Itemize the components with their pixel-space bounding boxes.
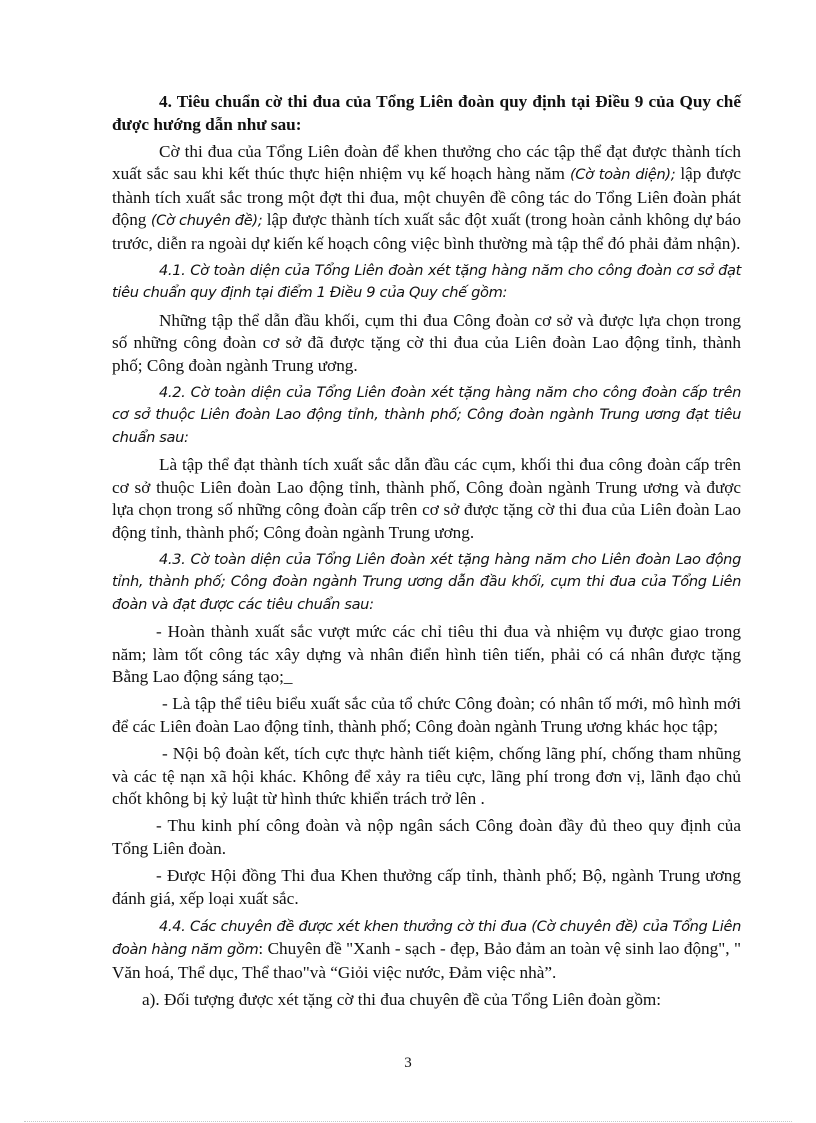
section-4-2-title: 4.2. Cờ toàn diện của Tổng Liên đoàn xét tặng hàng năm cho công đoàn cấp trên cơ sở thuộc Liên đoàn Lao động tỉnh, thành phố; Công đoàn ngành Trung ương đạt tiêu chuẩn sau: xyxy=(112,384,741,446)
intro-italic-co-toan-dien: (Cờ toàn diện); xyxy=(569,166,676,184)
page-number: 3 xyxy=(404,1055,412,1071)
intro-text-3: lập được thành tích xuất sắc đột xuất (trong hoàn cảnh không dự báo trước, diễn ra ngoài dự kiến kế hoạch công việc bình thường mà tập thể đó phải đảm nhận). xyxy=(112,210,741,253)
criterion-5: - Được Hội đồng Thi đua Khen thưởng cấp tỉnh, thành phố; Bộ, ngành Trung ương đánh giá, xếp loại xuất sắc. xyxy=(112,866,741,908)
section-heading-4: 4. Tiêu chuẩn cờ thi đua của Tổng Liên đoàn quy định tại Điều 9 của Quy chế được hướng dẫn như sau: xyxy=(112,92,741,134)
section-4-1-title: 4.1. Cờ toàn diện của Tổng Liên đoàn xét tặng hàng năm cho công đoàn cơ sở đạt tiêu chuẩn quy định tại điểm 1 Điều 9 của Quy chế gồm: xyxy=(112,262,741,302)
section-4-2-body: Là tập thể đạt thành tích xuất sắc dẫn đầu các cụm, khối thi đua công đoàn cấp trên cơ sở thuộc Liên đoàn Lao động tỉnh, thành phố, Công đoàn ngành Trung ương và được lựa chọn trong số những công đoàn cấp trên cơ sở được tặng cờ thi đua của Liên đoàn Lao động tỉnh, thành phố; Công đoàn ngành Trung ương. xyxy=(112,455,741,542)
criterion-3: - Nội bộ đoàn kết, tích cực thực hành tiết kiệm, chống lãng phí, chống tham nhũng và các tệ nạn xã hội khác. Không để xảy ra tiêu cực, lãng phí trong đơn vị, lãnh đạo chủ chốt không bị kỷ luật từ hình thức khiển trách trở lên . xyxy=(112,744,741,808)
document-page xyxy=(112,74,741,1017)
intro-paragraph xyxy=(112,141,741,255)
section-4-4-body: : Chuyên đề "Xanh - sạch - đẹp, Bảo đảm an toàn vệ sinh lao động", " Văn hoá, Thể dục, Thể thao"và “Giỏi việc nước, Đảm việc nhà”. xyxy=(112,939,742,982)
intro-text-2: lập được thành tích xuất sắc trong một đợt thi đua, một chuyên đề công tác do Tổng Liên đoàn phát động xyxy=(112,164,741,230)
criterion-2: - Là tập thể tiêu biểu xuất sắc của tổ chức Công đoàn; có nhân tố mới, mô hình mới để các Liên đoàn Lao động tỉnh, thành phố; Công đoàn ngành Trung ương khác học tập; xyxy=(112,694,741,736)
intro-text-1: Cờ thi đua của Tổng Liên đoàn để khen thưởng cho các tập thể đạt được thành tích xuất sắc sau khi kết thúc thực hiện nhiệm vụ kế hoạch hàng năm xyxy=(112,142,741,184)
intro-italic-co-chuyen-de: (Cờ chuyên đề); xyxy=(150,212,263,230)
criterion-4: - Thu kinh phí công đoàn và nộp ngân sách Công đoàn đầy đủ theo quy định của Tổng Liên đoàn. xyxy=(112,816,741,858)
criterion-1: - Hoàn thành xuất sắc vượt mức các chỉ tiêu thi đua và nhiệm vụ được giao trong năm; làm tốt công tác xây dựng và nhân điển hình tiên tiến, phải có cá nhân được tặng Bằng Lao động sáng tạo;_ xyxy=(112,622,741,686)
section-4-1-body: Những tập thể dẫn đầu khối, cụm thi đua Công đoàn cơ sở và được lựa chọn trong số những công đoàn cơ sở đã được tặng cờ thi đua của Liên đoàn Lao động tỉnh, thành phố; Công đoàn ngành Trung ương. xyxy=(112,310,741,375)
item-a: a). Đối tượng được xét tặng cờ thi đua chuyên đề của Tổng Liên đoàn gồm: xyxy=(142,990,662,1010)
section-4-4-title: 4.4. Các chuyên đề được xét khen thưởng cờ thi đua (Cờ chuyên đề) của Tổng Liên đoàn hàng năm gồm xyxy=(112,918,741,959)
section-4-4-paragraph xyxy=(112,915,741,984)
section-4-3-title: 4.3. Cờ toàn diện của Tổng Liên đoàn xét tặng hàng năm cho Liên đoàn Lao động tỉnh, thành phố; Công đoàn ngành Trung ương dẫn đầu khối, cụm thi đua của Tổng Liên đoàn và đạt được các tiêu chuẩn sau: xyxy=(112,550,741,613)
page-bottom-border xyxy=(24,1121,792,1122)
